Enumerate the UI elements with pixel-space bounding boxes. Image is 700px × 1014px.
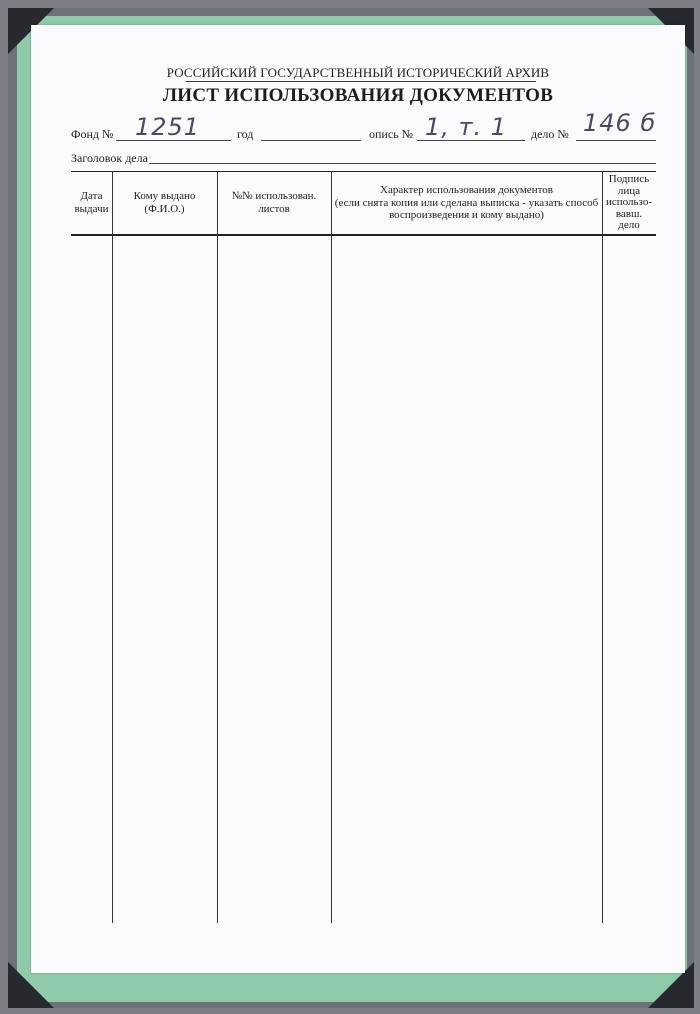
year-blank (261, 140, 361, 141)
delo-value[interactable]: 146 б (583, 109, 657, 137)
table-header-bottom-line (71, 234, 656, 236)
col-header-signature (602, 174, 656, 232)
opis-label: опись № (369, 127, 414, 141)
year-label: год (237, 127, 254, 141)
col-header-date (71, 190, 112, 215)
opis-value[interactable]: 1, т. 1 (425, 113, 508, 141)
col-header-date-line1: Дата (80, 190, 103, 202)
column-divider-3 (331, 171, 332, 923)
col-header-signature-line4: вавш. (615, 207, 643, 220)
col-header-issued-to-line2: (Ф.И.О.) (144, 202, 185, 215)
col-header-date-line2: выдачи (74, 202, 109, 215)
form-title: ЛИСТ ИСПОЛЬЗОВАНИЯ ДОКУМЕНТОВ (162, 85, 554, 106)
column-divider-1 (112, 171, 113, 923)
col-header-sheets (217, 190, 331, 215)
col-header-usage-line3: воспроизведения и кому выдано) (389, 209, 544, 221)
col-header-sheets-line2: листов (258, 202, 290, 215)
col-header-signature-line3: использо- (606, 196, 652, 208)
col-header-signature-line1: Подпись (608, 173, 650, 185)
fond-label: Фонд № (71, 127, 114, 141)
col-header-issued-to-line1: Кому выдано (133, 190, 196, 202)
column-divider-2 (217, 171, 218, 923)
col-header-usage-line1: Характер использования документов (380, 184, 553, 196)
col-header-signature-line2: лица (617, 184, 641, 197)
delo-label: дело № (531, 127, 569, 141)
usage-sheet (31, 25, 685, 973)
heading-blank (149, 163, 656, 164)
col-header-usage-character (331, 184, 602, 222)
table-top-line (71, 171, 656, 172)
col-header-sheets-line1: №№ использован. (231, 190, 317, 202)
fond-value[interactable]: 1251 (135, 113, 201, 141)
col-header-signature-line5: дело (618, 219, 640, 231)
col-header-usage-line2: (если снята копия или сделана выписка - указать способ (334, 196, 599, 209)
archive-name-underline (186, 81, 536, 82)
archive-name: РОССИЙСКИЙ ГОСУДАРСТВЕННЫЙ ИСТОРИЧЕСКИЙ АРХИВ (166, 65, 550, 80)
heading-label: Заголовок дела (71, 151, 148, 165)
delo-blank (576, 140, 656, 141)
column-divider-4 (602, 171, 603, 923)
col-header-issued-to (112, 190, 217, 215)
